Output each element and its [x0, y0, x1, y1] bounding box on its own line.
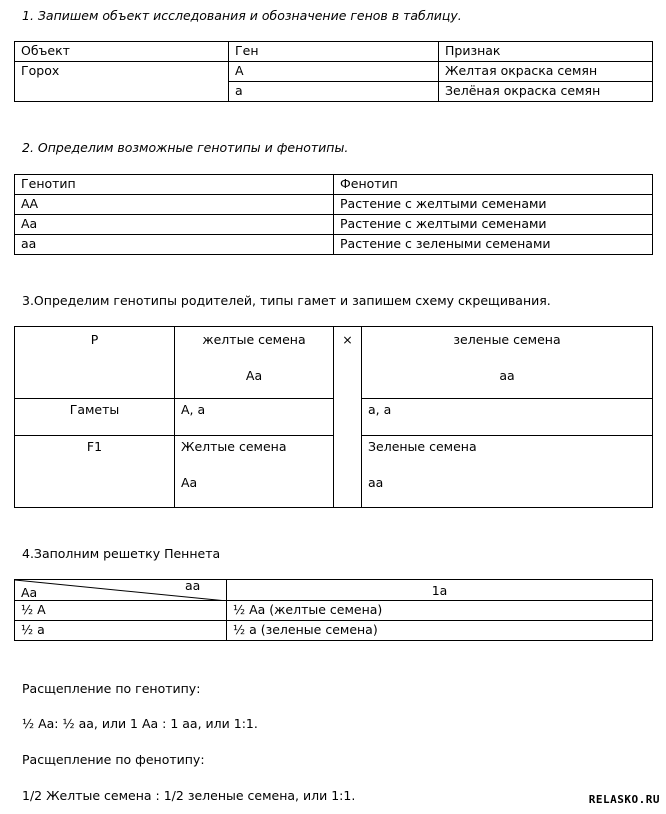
table-cell: Горох	[15, 62, 229, 82]
table-row	[15, 195, 653, 215]
parent1-phenotype: желтые семена	[202, 332, 306, 347]
genotype-split-heading: Расщепление по генотипу:	[22, 681, 201, 696]
section3-heading: 3.Определим генотипы родителей, типы гамет и запишем схему скрещивания.	[22, 293, 551, 308]
table-row	[15, 601, 653, 621]
table-row	[15, 235, 653, 255]
corner-bottom-label: Аа	[21, 585, 38, 600]
punnett-col-header: 1а	[227, 580, 653, 601]
parent2-genotype: аа	[499, 368, 515, 383]
table-cell: а	[229, 82, 439, 102]
parent2-phenotype: зеленые семена	[453, 332, 561, 347]
phenotype-split-ratio: 1/2 Желтые семена : 1/2 зеленые семена, или 1:1.	[22, 788, 356, 803]
table-cell: А	[229, 62, 439, 82]
table-row	[15, 62, 653, 82]
table-cell: ½ а	[15, 621, 227, 641]
watermark: RELASKO.RU	[588, 793, 660, 806]
table-row	[15, 215, 653, 235]
table-row	[15, 621, 653, 641]
section1-heading: 1. Запишем объект исследования и обозначение генов в таблицу.	[22, 8, 462, 23]
table-cell: Аа	[15, 215, 334, 235]
f1-genotype2: аа	[368, 475, 384, 490]
punnett-corner-cell	[15, 580, 227, 601]
parent1-cell	[175, 327, 334, 399]
table-cell: Зелёная окраска семян	[439, 82, 653, 102]
parent1-genotype: Аа	[245, 368, 263, 383]
gametes-parent2: а, а	[362, 399, 653, 436]
gametes-label: Гаметы	[15, 399, 175, 436]
table-cell: Растение с желтыми семенами	[334, 195, 653, 215]
table-header: Признак	[439, 42, 653, 62]
section2-heading: 2. Определим возможные генотипы и фенотипы.	[22, 140, 349, 155]
f1-offspring2	[362, 436, 653, 508]
gametes-parent1: А, а	[175, 399, 334, 436]
table-cell: АА	[15, 195, 334, 215]
parent2-cell	[362, 327, 653, 399]
cross-sign: ×	[334, 327, 362, 508]
table-cell	[15, 82, 229, 102]
f1-offspring1	[175, 436, 334, 508]
f1-phenotype1: Желтые семена	[181, 439, 287, 454]
corner-top-label: аа	[185, 578, 201, 593]
p-label: Р	[15, 327, 175, 399]
phenotype-split-heading: Расщепление по фенотипу:	[22, 752, 205, 767]
table-header: Генотип	[15, 175, 334, 195]
table-header: Объект	[15, 42, 229, 62]
table-header: Фенотип	[334, 175, 653, 195]
object-genes-table	[14, 41, 653, 102]
table-cell: Растение с зелеными семенами	[334, 235, 653, 255]
table-header-row	[15, 42, 653, 62]
punnett-square	[14, 579, 653, 641]
table-cell: ½ Аа (желтые семена)	[227, 601, 653, 621]
table-header-row	[15, 175, 653, 195]
genotype-phenotype-table	[14, 174, 653, 255]
parents-row	[15, 327, 653, 399]
table-cell: Желтая окраска семян	[439, 62, 653, 82]
punnett-header-row	[15, 580, 653, 601]
section4-heading: 4.Заполним решетку Пеннета	[22, 546, 221, 561]
f1-phenotype2: Зеленые семена	[368, 439, 477, 454]
f1-label: F1	[15, 436, 175, 508]
f1-genotype1: Аа	[181, 475, 198, 490]
genotype-split-ratio: ½ Аа: ½ аа, или 1 Аа : 1 аа, или 1:1.	[22, 716, 258, 731]
table-row	[15, 82, 653, 102]
table-header: Ген	[229, 42, 439, 62]
table-cell: аа	[15, 235, 334, 255]
cross-scheme-table	[14, 326, 653, 508]
table-cell: ½ а (зеленые семена)	[227, 621, 653, 641]
table-cell: Растение с желтыми семенами	[334, 215, 653, 235]
table-cell: ½ А	[15, 601, 227, 621]
